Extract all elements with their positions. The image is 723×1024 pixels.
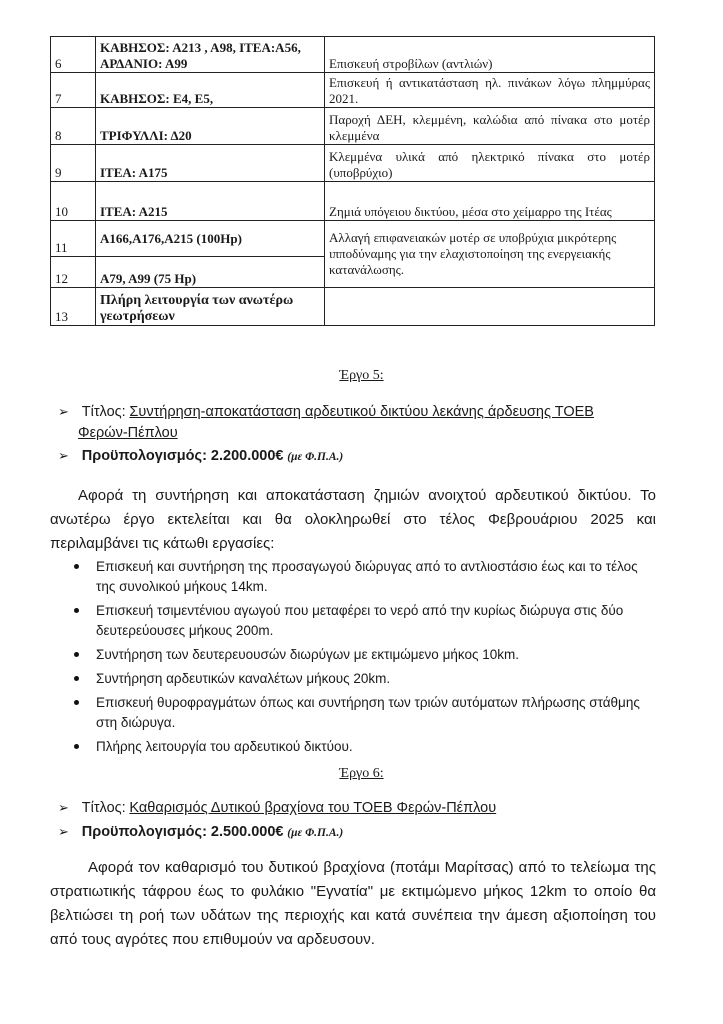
project5-budget-line	[58, 446, 343, 467]
row-number: 8	[51, 108, 96, 145]
table-row	[51, 37, 655, 73]
row-description: Ζημιά υπόγειου δικτύου, μέσα στο χείμαρρο της Ιτέας	[325, 182, 655, 221]
project5-task-list	[80, 557, 660, 761]
project5-title-line2	[78, 423, 178, 443]
task-text: Συντήρηση των δευτερευουσών διωρύγων με εκτιμώμενο μήκος 10km.	[96, 647, 519, 662]
row-location: ΙΤΕΑ: Α215	[96, 182, 325, 221]
row-number: 6	[51, 37, 96, 73]
list-item	[80, 693, 660, 733]
project5-title-line	[58, 402, 594, 422]
dot-bullet-icon	[74, 652, 79, 657]
row-location-line1: ΚΑΒΗΣΟΣ: Α213 , Α98, ΙΤΕΑ:Α56,	[100, 40, 301, 55]
list-item	[80, 557, 660, 597]
task-text: Επισκευή θυροφραγμάτων όπως και συντήρηση των τριών αυτόματων πλήρωσης στάθμης στη διώρυγα.	[96, 695, 640, 730]
project6-title-label: Τίτλος:	[81, 800, 126, 816]
project5-budget-vat: (με Φ.Π.Α.)	[287, 451, 344, 463]
project6-heading: Έργο 6:	[339, 766, 384, 781]
row-description: Επισκευή στροβίλων (αντλιών)	[325, 37, 655, 73]
project5-paragraph: Αφορά τη συντήρηση και αποκατάσταση ζημιών ανοιχτού αρδευτικού δικτύου. Το ανωτέρω έργο εκτελείται και θα ολοκληρωθεί στο τέλος Φεβρουάριου 2025 και περιλαμβάνει τις κάτωθι εργασίες:	[50, 487, 656, 552]
project6-title-line	[58, 798, 496, 818]
row-description-merged: Αλλαγή επιφανειακών μοτέρ σε υποβρύχια μικρότερης ιπποδύναμης για την ελαχιστοποίηση της ενεργειακής κατανάλωσης.	[325, 221, 655, 288]
list-item	[80, 601, 660, 641]
row-location: ΤΡΙΦΥΛΛΙ: Δ20	[96, 108, 325, 145]
arrow-bullet-icon: ➢	[58, 824, 69, 839]
table-row	[51, 221, 655, 257]
row-number: 10	[51, 182, 96, 221]
table-row	[51, 288, 655, 326]
arrow-bullet-icon: ➢	[58, 448, 69, 463]
row-description	[325, 288, 655, 326]
project5-title-text-line2: Φερών-Πέπλου	[78, 425, 178, 441]
row-location-line2: ΑΡΔΑΝΙΟ: Α99	[100, 56, 188, 71]
table-row	[51, 108, 655, 145]
task-text: Επισκευή και συντήρηση της προσαγωγού διώρυγας από το αντλιοστάσιο έως και το τέλος της συνολικού μήκους 14km.	[96, 559, 638, 594]
row-location: Α166,Α176,Α215 (100Hp)	[96, 221, 325, 257]
row-location: ΚΑΒΗΣΟΣ: Ε4, Ε5,	[96, 73, 325, 108]
project6-budget-vat: (με Φ.Π.Α.)	[287, 827, 344, 839]
table-row	[51, 182, 655, 221]
task-text: Επισκευή τσιμεντένιου αγωγού που μεταφέρει το νερό από την κυρίως διώρυγα στις δύο δευτερεύουσες μήκους 200m.	[96, 603, 624, 638]
list-item	[80, 669, 660, 689]
row-location: Πλήρη λειτουργία των ανωτέρω γεωτρήσεων	[96, 288, 325, 326]
row-location	[96, 37, 325, 73]
project6-budget-line	[58, 822, 343, 843]
row-location: ΙΤΕΑ: Α175	[96, 145, 325, 182]
works-table	[50, 36, 655, 326]
row-number: 9	[51, 145, 96, 182]
row-number: 13	[51, 288, 96, 326]
row-number: 12	[51, 257, 96, 288]
row-number: 11	[51, 221, 96, 257]
project6-title-text: Καθαρισμός Δυτικού βραχίονα του ΤΟΕΒ Φερών-Πέπλου	[129, 800, 497, 816]
table-row	[51, 145, 655, 182]
arrow-bullet-icon: ➢	[58, 404, 69, 419]
project5-title-label: Τίτλος:	[81, 404, 126, 420]
project5-heading: Έργο 5:	[339, 368, 384, 383]
row-number: 7	[51, 73, 96, 108]
task-text: Πλήρης λειτουργία του αρδευτικού δικτύου.	[96, 739, 353, 754]
table-row	[51, 73, 655, 108]
dot-bullet-icon	[74, 608, 79, 613]
row-location: Α79, Α99 (75 Hp)	[96, 257, 325, 288]
row-description: Κλεμμένα υλικά από ηλεκτρικό πίνακα στο μοτέρ (υποβρύχιο)	[325, 145, 655, 182]
project6-budget: Προϋπολογισμός: 2.500.000€	[81, 824, 284, 840]
dot-bullet-icon	[74, 700, 79, 705]
project6-paragraph: Αφορά τον καθαρισμό του δυτικού βραχίονα (ποτάμι Μαρίτσας) από το τελείωμα της στρατιωτικής τάφρου έως το φυλάκιο "Εγνατία" με εκτιμώμενο μήκος 12km το οποίο θα βελτιώσει τη ροή των υδάτων της περιοχής και κατά συνέπεια την άμεση αξιοποίηση του από τους αγρότες που επιθυμούν να αρδευσουν.	[50, 859, 656, 948]
arrow-bullet-icon: ➢	[58, 800, 69, 815]
row-description: Παροχή ΔΕΗ, κλεμμένη, καλώδια από πίνακα στο μοτέρ κλεμμένα	[325, 108, 655, 145]
dot-bullet-icon	[74, 676, 79, 681]
list-item	[80, 737, 660, 757]
list-item	[80, 645, 660, 665]
row-description: Επισκευή ή αντικατάσταση ηλ. πινάκων λόγω πλημμύρας 2021.	[325, 73, 655, 108]
dot-bullet-icon	[74, 564, 79, 569]
task-text: Συντήρηση αρδευτικών καναλέτων μήκους 20km.	[96, 671, 391, 686]
dot-bullet-icon	[74, 744, 79, 749]
project5-budget: Προϋπολογισμός: 2.200.000€	[81, 448, 284, 464]
project5-title-text: Συντήρηση-αποκατάσταση αρδευτικού δικτύου λεκάνης άρδευσης ΤΟΕΒ	[129, 404, 594, 420]
